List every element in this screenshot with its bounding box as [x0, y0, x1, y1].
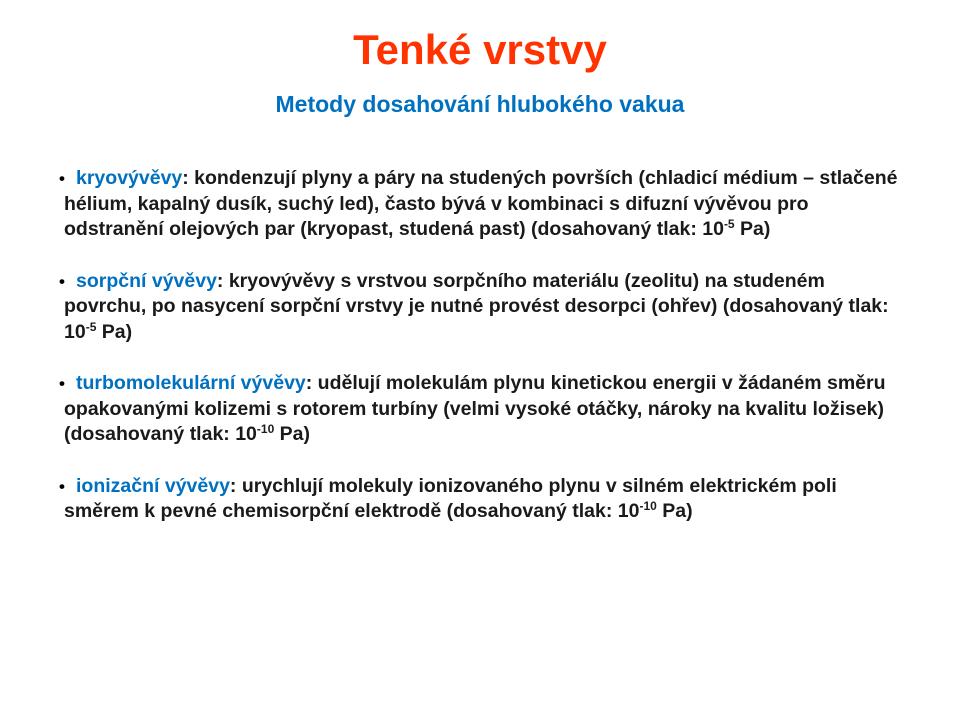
bullet-dot-icon: •	[59, 169, 65, 188]
bullet-dot-icon: •	[59, 476, 65, 496]
bullet-item-turbomolekularni-vyvevy	[59, 371, 904, 448]
bullet-term: kryovývěvy	[76, 167, 183, 189]
bullet-dot-icon: •	[59, 374, 65, 393]
bullet-dot-icon: •	[59, 271, 65, 291]
pressure-exponent: -5	[723, 217, 735, 231]
bullet-tail: Pa)	[734, 218, 771, 240]
slide-subtitle: Metody dosahování hlubokého vakua	[275, 91, 685, 117]
pressure-exponent: -10	[639, 499, 657, 513]
bullet-text: : udělují molekulám plynu kinetickou energii v žádaném směru opakovanými kolizemi s rotorem turbíny (velmi vysoké otáčky, nároky na kvalitu ložisek) (dosahovaný tlak: 10	[64, 372, 886, 445]
bullet-item-ionizacni-vyvevy	[59, 474, 904, 525]
bullet-tail: Pa)	[656, 500, 693, 522]
bullet-list	[59, 166, 904, 551]
bullet-term: ionizační vývěvy	[76, 474, 230, 497]
bullet-term: turbomolekulární vývěvy	[76, 372, 306, 394]
pressure-exponent: -5	[85, 319, 97, 334]
bullet-tail: Pa)	[274, 423, 311, 445]
bullet-tail: Pa)	[96, 320, 133, 343]
pressure-exponent: -10	[256, 422, 275, 436]
bullet-term: sorpční vývěvy	[76, 269, 217, 292]
bullet-item-sorpcni-vyvevy	[59, 269, 904, 346]
bullet-item-kryovyvevy	[59, 166, 904, 243]
slide-title: Tenké vrstvy	[353, 26, 607, 73]
bullet-text: : kryovývěvy s vrstvou sorpčního materiálu (zeolitu) na studeném povrchu, po nasycení sorpční vrstvy je nutné provést desorpci (ohřev) (dosahovaný tlak: 10	[64, 269, 889, 343]
bullet-text: : urychlují molekuly ionizovaného plynu v silném elektrickém poli směrem k pevné chemisorpční elektrodě (dosahovaný tlak: 10	[64, 474, 837, 522]
bullet-text: : kondenzují plyny a páry na studených površích (chladicí médium – stlačené hélium, kapalný dusík, suchý led), často bývá v kombinaci s difuzní vývěvou pro odstranění olejových par (kryopast, studená past) (dosahovaný tlak: 10	[64, 167, 898, 240]
